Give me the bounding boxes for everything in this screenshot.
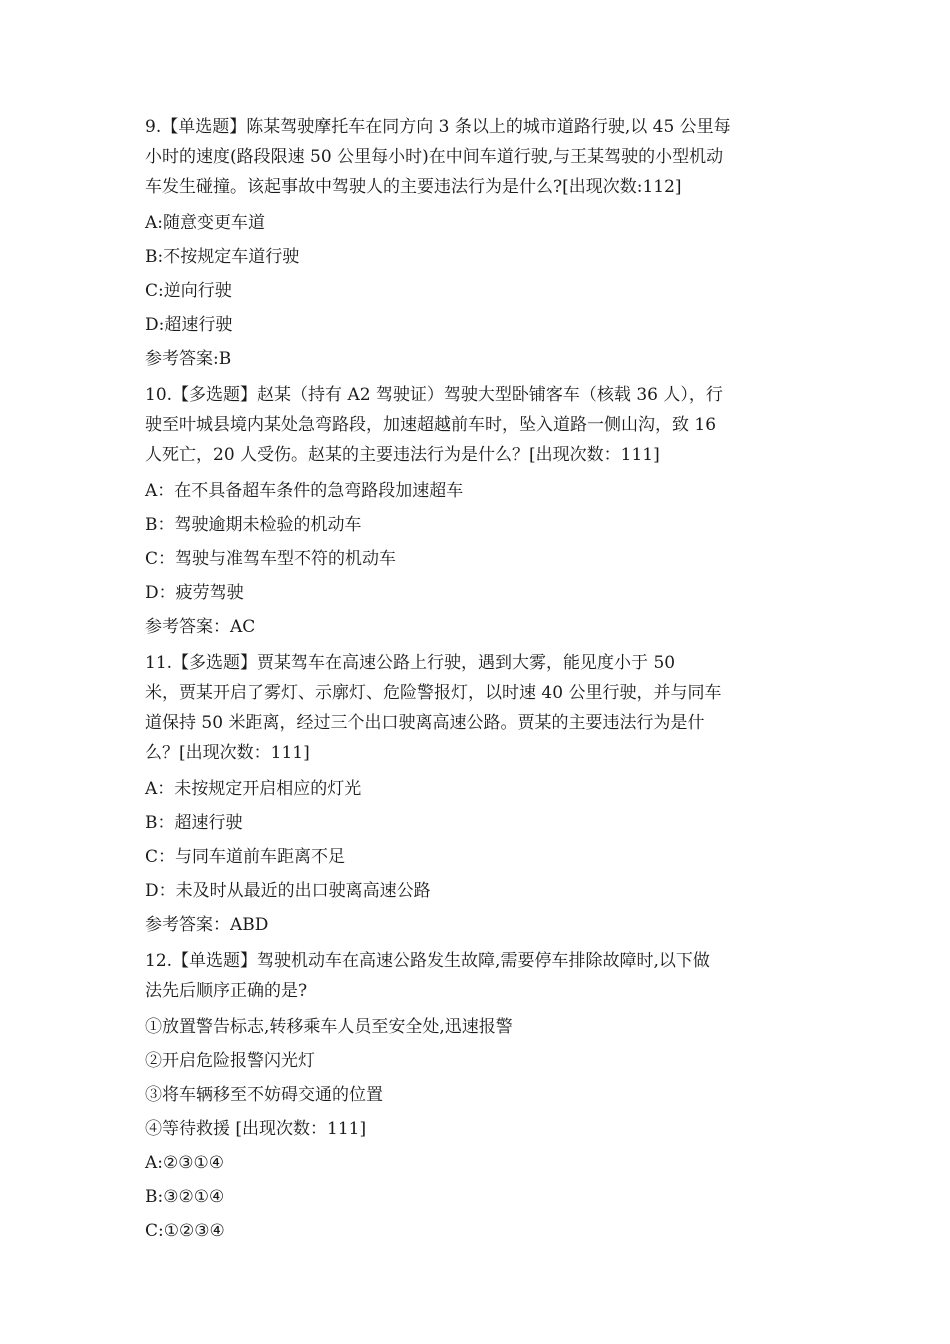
question-stem (145, 946, 805, 1006)
option-b: B:不按规定车道行驶 (145, 247, 300, 267)
option-a: A:②③①④ (145, 1153, 224, 1173)
stem-line: 12.【单选题】驾驶机动车在高速公路发生故障,需要停车排除故障时,以下做 (145, 951, 710, 971)
option-b: B：超速行驶 (145, 813, 243, 833)
reference-answer: 参考答案：ABD (145, 915, 269, 935)
step-2: ②开启危险报警闪光灯 (145, 1051, 315, 1071)
stem-line: 米，贾某开启了雾灯、示廓灯、危险警报灯，以时速 40 公里行驶，并与同车 (145, 683, 722, 703)
reference-answer: 参考答案：AC (145, 617, 256, 637)
stem-line: 道保持 50 米距离，经过三个出口驶离高速公路。贾某的主要违法行为是什 (145, 713, 705, 733)
option-a: A:随意变更车道 (145, 213, 266, 233)
stem-line: 小时的速度(路段限速 50 公里每小时)在中间车道行驶,与王某驾驶的小型机动 (145, 147, 724, 167)
stem-line: 11.【多选题】贾某驾车在高速公路上行驶，遇到大雾，能见度小于 50 (145, 653, 676, 673)
option-a: A：未按规定开启相应的灯光 (145, 779, 362, 799)
option-d: D:超速行驶 (145, 315, 233, 335)
stem-line: 车发生碰撞。该起事故中驾驶人的主要违法行为是什么?[出现次数:112] (145, 177, 682, 197)
step-4: ④等待救援 [出现次数：111] (145, 1119, 367, 1139)
option-a: A：在不具备超车条件的急弯路段加速超车 (145, 481, 464, 501)
question-stem (145, 648, 805, 768)
question-stem (145, 380, 805, 470)
question-11 (145, 648, 805, 940)
option-c: C：与同车道前车距离不足 (145, 847, 346, 867)
option-b: B:③②①④ (145, 1187, 225, 1207)
option-c: C：驾驶与准驾车型不符的机动车 (145, 549, 397, 569)
question-stem (145, 112, 805, 202)
option-c: C:①②③④ (145, 1221, 225, 1241)
question-9 (145, 112, 805, 374)
step-3: ③将车辆移至不妨碍交通的位置 (145, 1085, 383, 1105)
stem-line: 9.【单选题】陈某驾驶摩托车在同方向 3 条以上的城市道路行驶,以 45 公里每 (145, 117, 731, 137)
question-12 (145, 946, 805, 1246)
stem-line: 人死亡，20 人受伤。赵某的主要违法行为是什么？[出现次数：111] (145, 445, 660, 465)
stem-line: 驶至叶城县境内某处急弯路段，加速超越前车时，坠入道路一侧山沟，致 16 (145, 415, 717, 435)
option-c: C:逆向行驶 (145, 281, 232, 301)
option-d: D：疲劳驾驶 (145, 583, 244, 603)
stem-line: 么？[出现次数：111] (145, 743, 310, 763)
document-page (145, 112, 805, 1250)
option-b: B：驾驶逾期未检验的机动车 (145, 515, 362, 535)
option-d: D：未及时从最近的出口驶离高速公路 (145, 881, 431, 901)
step-1: ①放置警告标志,转移乘车人员至安全处,迅速报警 (145, 1017, 513, 1037)
stem-line: 10.【多选题】赵某（持有 A2 驾驶证）驾驶大型卧铺客车（核载 36 人），行 (145, 385, 723, 405)
stem-line: 法先后顺序正确的是? (145, 981, 308, 1001)
reference-answer: 参考答案:B (145, 349, 232, 369)
question-10 (145, 380, 805, 642)
